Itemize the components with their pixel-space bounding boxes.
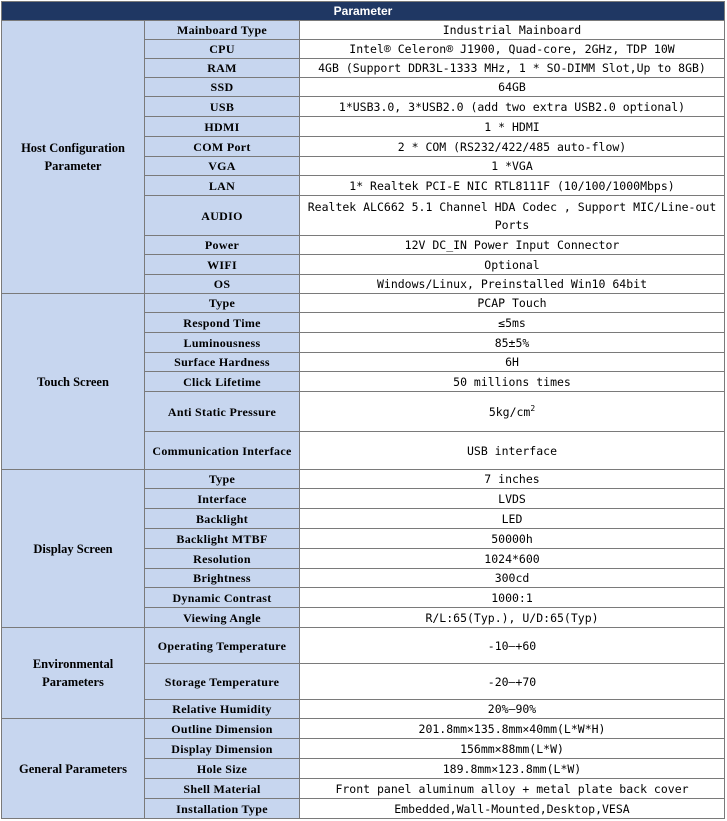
param-label: Luminousness: [145, 333, 300, 353]
param-label: Relative Humidity: [145, 700, 300, 719]
param-label: Click Lifetime: [145, 372, 300, 392]
param-value: 6H: [300, 353, 725, 372]
param-label: Mainboard Type: [145, 21, 300, 40]
param-value: 50 millions times: [300, 372, 725, 392]
param-value: Embedded,Wall-Mounted,Desktop,VESA: [300, 799, 725, 819]
table-header: Parameter: [2, 2, 725, 21]
param-value: -20—+70: [300, 664, 725, 700]
param-value: Optional: [300, 255, 725, 275]
param-label: Storage Temperature: [145, 664, 300, 700]
param-value: 7 inches: [300, 470, 725, 489]
param-label: CPU: [145, 40, 300, 59]
param-value: Realtek ALC662 5.1 Channel HDA Codec , Support MIC/Line-out Ports: [300, 196, 725, 236]
param-label: VGA: [145, 157, 300, 176]
param-label: HDMI: [145, 117, 300, 137]
param-label: SSD: [145, 78, 300, 97]
param-value: 2 * COM (RS232/422/485 auto-flow): [300, 137, 725, 157]
param-value: -10—+60: [300, 628, 725, 664]
param-value: 50000h: [300, 529, 725, 549]
param-value: 1024*600: [300, 549, 725, 569]
param-value: USB interface: [300, 432, 725, 470]
param-value: 1000:1: [300, 588, 725, 608]
param-value: 64GB: [300, 78, 725, 97]
category-cell: General Parameters: [2, 719, 145, 819]
param-value: [300, 392, 725, 432]
param-label: AUDIO: [145, 196, 300, 236]
param-label: RAM: [145, 59, 300, 78]
param-label: Type: [145, 470, 300, 489]
param-label: Communication Interface: [145, 432, 300, 470]
param-label: Installation Type: [145, 799, 300, 819]
param-label: Backlight: [145, 509, 300, 529]
table-row: [2, 294, 725, 313]
param-value: R/L:65(Typ.), U/D:65(Typ): [300, 608, 725, 628]
category-cell: Environmental Parameters: [2, 628, 145, 719]
param-label: COM Port: [145, 137, 300, 157]
param-value: 1* Realtek PCI-E NIC RTL8111F (10/100/1000Mbps): [300, 176, 725, 196]
param-label: Type: [145, 294, 300, 313]
param-value: ≤5ms: [300, 313, 725, 333]
param-label: Hole Size: [145, 759, 300, 779]
spec-table: [1, 1, 725, 819]
param-value: 20%—90%: [300, 700, 725, 719]
table-row: [2, 628, 725, 664]
param-label: Viewing Angle: [145, 608, 300, 628]
spec-body: [2, 21, 725, 819]
param-label: OS: [145, 275, 300, 294]
param-label: Display Dimension: [145, 739, 300, 759]
category-cell: Display Screen: [2, 470, 145, 628]
param-value: Industrial Mainboard: [300, 21, 725, 40]
param-label: Surface Hardness: [145, 353, 300, 372]
param-label: Anti Static Pressure: [145, 392, 300, 432]
param-label: Resolution: [145, 549, 300, 569]
param-value: 1 *VGA: [300, 157, 725, 176]
param-label: Respond Time: [145, 313, 300, 333]
param-label: LAN: [145, 176, 300, 196]
param-value: PCAP Touch: [300, 294, 725, 313]
param-label: WIFI: [145, 255, 300, 275]
param-label: Operating Temperature: [145, 628, 300, 664]
table-row: [2, 21, 725, 40]
param-value: 4GB (Support DDR3L-1333 MHz, 1 * SO-DIMM Slot,Up to 8GB): [300, 59, 725, 78]
param-label: Interface: [145, 489, 300, 509]
param-value: Windows/Linux, Preinstalled Win10 64bit: [300, 275, 725, 294]
category-cell: Touch Screen: [2, 294, 145, 470]
param-label: Outline Dimension: [145, 719, 300, 739]
param-value: 201.8mm×135.8mm×40mm(L*W*H): [300, 719, 725, 739]
param-value: 85±5%: [300, 333, 725, 353]
param-value: 189.8mm×123.8mm(L*W): [300, 759, 725, 779]
table-row: [2, 719, 725, 739]
param-value-superscript: 2: [530, 403, 536, 413]
param-value: 12V DC_IN Power Input Connector: [300, 236, 725, 255]
param-value: 1 * HDMI: [300, 117, 725, 137]
param-label: Backlight MTBF: [145, 529, 300, 549]
param-value: 1*USB3.0, 3*USB2.0 (add two extra USB2.0 optional): [300, 97, 725, 117]
category-cell: Host Configuration Parameter: [2, 21, 145, 294]
param-value: 300cd: [300, 569, 725, 588]
param-label: Power: [145, 236, 300, 255]
param-value-text: 5kg/cm: [488, 404, 531, 419]
param-value: Intel® Celeron® J1900, Quad-core, 2GHz, TDP 10W: [300, 40, 725, 59]
param-label: Shell Material: [145, 779, 300, 799]
param-value: LVDS: [300, 489, 725, 509]
param-label: USB: [145, 97, 300, 117]
param-value: 156mm×88mm(L*W): [300, 739, 725, 759]
param-value: Front panel aluminum alloy + metal plate back cover: [300, 779, 725, 799]
table-row: [2, 470, 725, 489]
param-label: Dynamic Contrast: [145, 588, 300, 608]
param-value: LED: [300, 509, 725, 529]
param-label: Brightness: [145, 569, 300, 588]
